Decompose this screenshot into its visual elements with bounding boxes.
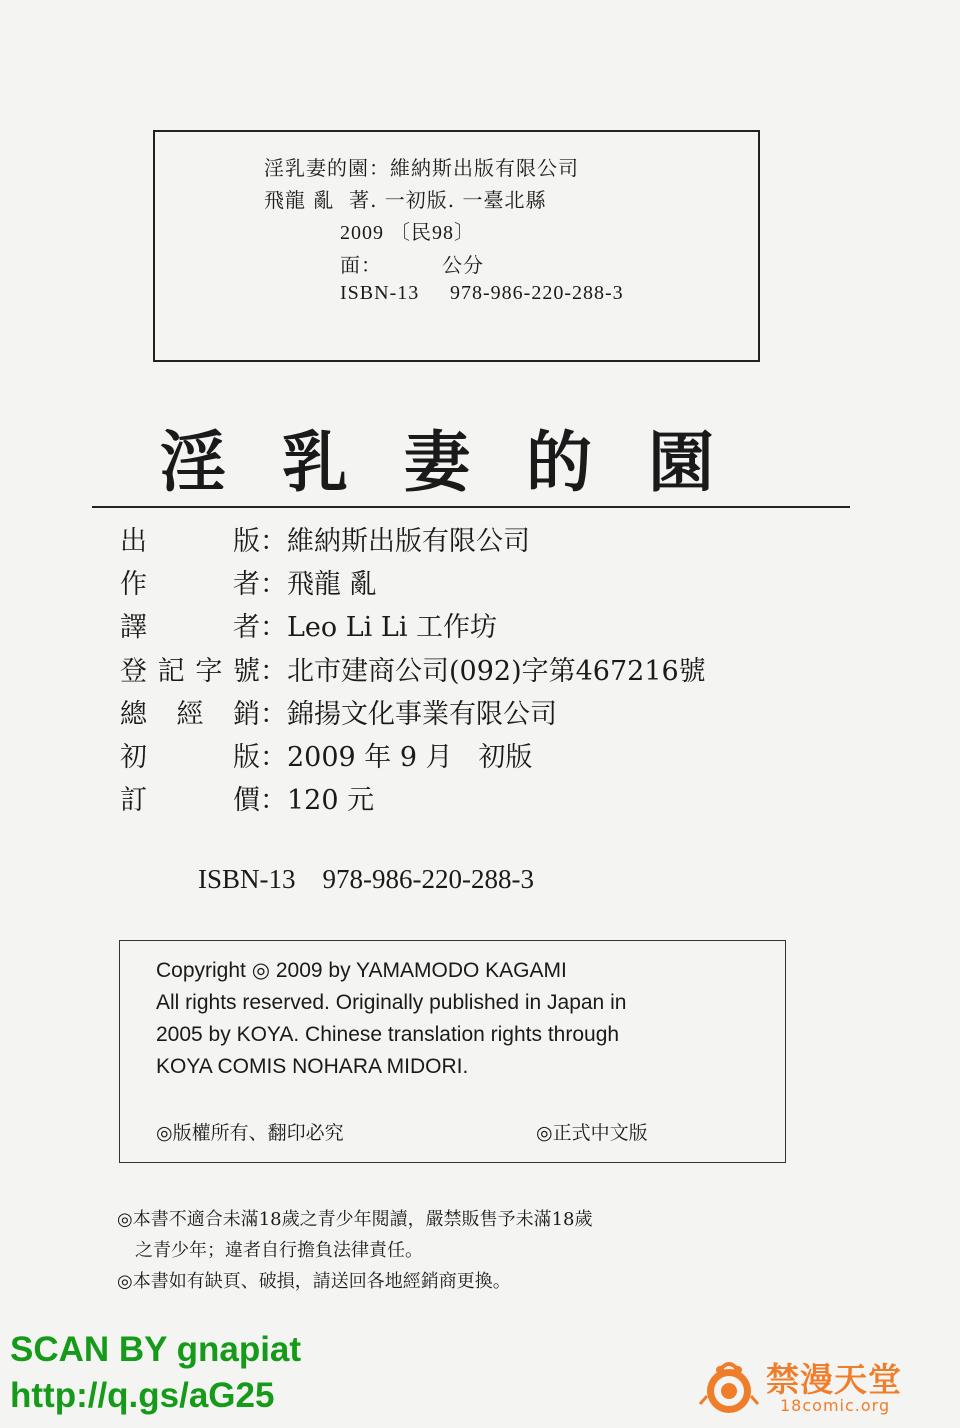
- logo-name: 禁漫天堂: [766, 1360, 902, 1399]
- imprint-label: 出版: [120, 526, 260, 557]
- imprint-value: ：飛龍 亂: [260, 569, 377, 600]
- cip-isbn-value: 978-986-220-288-3: [450, 282, 624, 304]
- imprint-value: ：2009 年 9 月 初版: [260, 742, 533, 773]
- title-rule: [92, 506, 850, 508]
- imprint-row-translator: [120, 608, 497, 648]
- copyright-note-edition: ◎正式中文版: [536, 1122, 648, 1144]
- imprint-label: 初版: [120, 742, 260, 773]
- imprint-value: ：Leo Li Li 工作坊: [260, 612, 498, 643]
- imprint-label: 作者: [120, 569, 260, 600]
- imprint-label: 訂價: [120, 785, 260, 816]
- isbn-main: ISBN-13 978-986-220-288-3: [198, 864, 534, 894]
- imprint-value: ：北市建商公司(092)字第467216號: [260, 656, 706, 687]
- cip-line-2: 飛龍 亂 著. 一初版. 一臺北縣: [264, 188, 547, 212]
- site-logo[interactable]: [698, 1352, 928, 1422]
- imprint-label: 登記字號: [120, 656, 260, 687]
- copyright-note-rights: ◎版權所有、翻印必究: [156, 1122, 344, 1144]
- copyright-line-1: Copyright ◎ 2009 by YAMAMODO KAGAMI: [156, 959, 567, 982]
- imprint-row-author: [120, 565, 377, 605]
- imprint-value: ：錦揚文化事業有限公司: [260, 699, 557, 730]
- copyright-line-4: KOYA COMIS NOHARA MIDORI.: [156, 1055, 469, 1078]
- cip-line-3: 2009 〔民98〕: [340, 222, 475, 244]
- cip-line-4-label: 面：: [340, 253, 382, 277]
- imprint-row-price: [120, 781, 374, 821]
- imprint-label: 譯者: [120, 612, 260, 643]
- logo-url: 18comic.org: [780, 1396, 891, 1415]
- cip-line-4-value: 公分: [442, 253, 484, 277]
- imprint-row-registration: [120, 652, 706, 692]
- cip-isbn-label: ISBN-13: [340, 282, 420, 304]
- notice-line-1: ◎本書不適合未滿18歲之青少年閱讀，嚴禁販售予未滿18歲: [117, 1209, 593, 1230]
- mascot-icon: [698, 1356, 760, 1418]
- book-title: 淫乳妻的園: [160, 423, 770, 501]
- notice-line-3: ◎本書如有缺頁、破損，請送回各地經銷商更換。: [117, 1271, 511, 1292]
- imprint-label: 總經銷: [120, 699, 260, 730]
- scan-credit: SCAN BY gnapiat: [10, 1330, 302, 1369]
- imprint-row-publisher: [120, 522, 530, 562]
- cip-line-1: 淫乳妻的園：維納斯出版有限公司: [264, 156, 579, 180]
- imprint-row-distributor: [120, 695, 557, 735]
- imprint-value: ：維納斯出版有限公司: [260, 526, 530, 557]
- copyright-line-2: All rights reserved. Originally published in Japan in: [156, 991, 627, 1014]
- scan-credit-url[interactable]: http://q.gs/aG25: [10, 1376, 275, 1415]
- imprint-row-edition: [120, 738, 532, 778]
- imprint-value: ：120 元: [260, 785, 375, 816]
- copyright-line-3: 2005 by KOYA. Chinese translation rights through: [156, 1023, 620, 1046]
- notice-line-2: 之青少年；違者自行擔負法律責任。: [117, 1240, 423, 1261]
